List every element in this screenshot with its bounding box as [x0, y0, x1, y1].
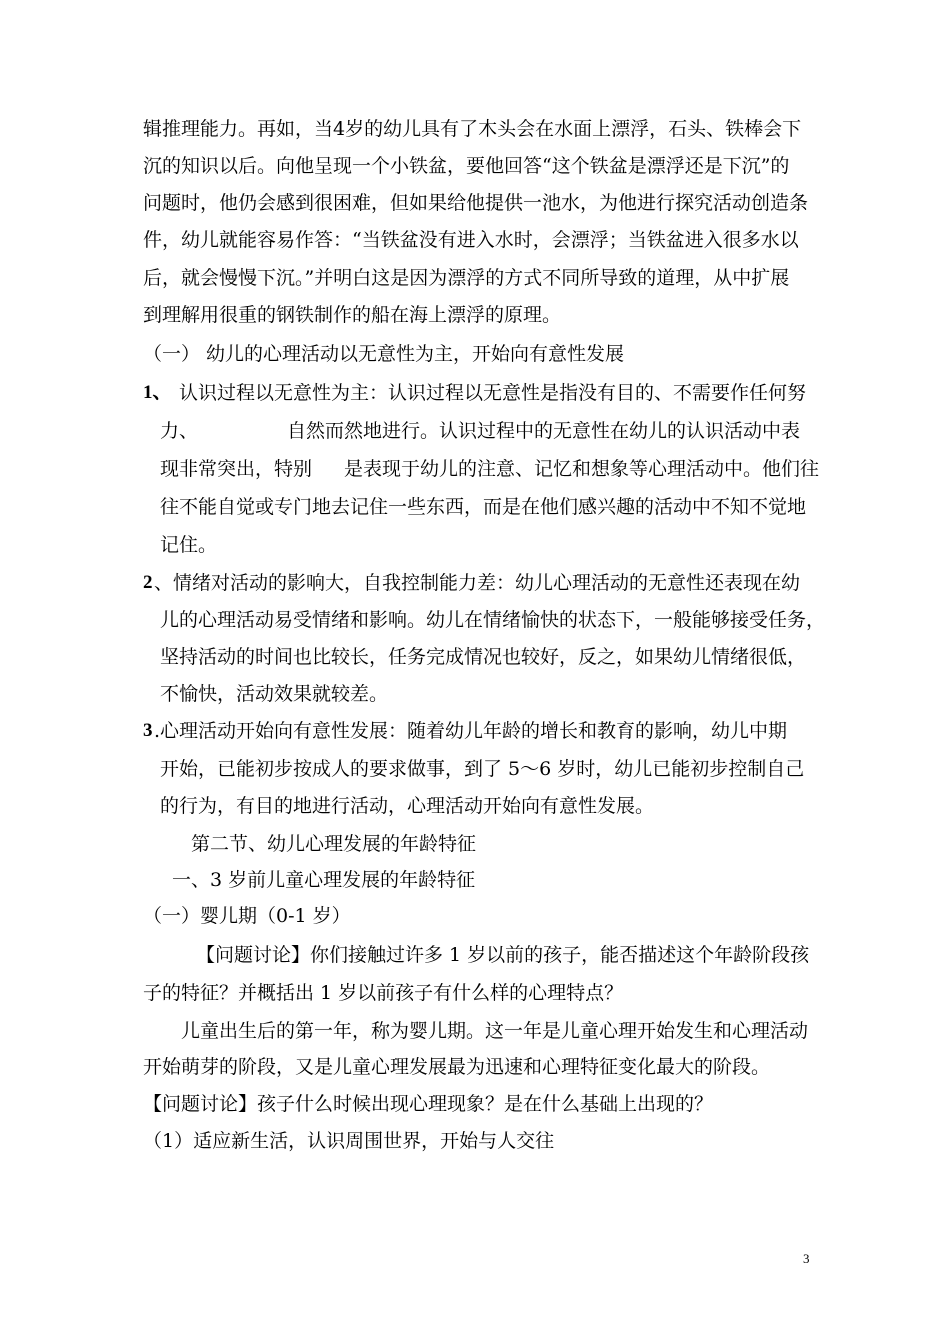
text-line: 沉的知识以后。向他呈现一个小铁盆，要他回答“这个铁盆是漂浮还是下沉”的 [143, 155, 790, 177]
item-1-line: 是表现于幼儿的注意、记忆和想象等心理活动中。他们往 [344, 458, 820, 480]
item-3-line: 开始，已能初步按成人的要求做事，到了 5～6 岁时，幼儿已能初步控制自己 [160, 758, 805, 780]
item-1-line: 往不能自觉或专门地去记住一些东西，而是在他们感兴趣的活动中不知不觉地 [160, 496, 807, 518]
item-1-line: 记住。 [160, 534, 218, 556]
infant-heading: （一）婴儿期（0-1 岁） [143, 905, 351, 927]
item-number-1: 1、 [143, 382, 172, 403]
item-2-line: 、情绪对活动的影响大，自我控制能力差：幼儿心理活动的无意性还表现在幼 [154, 572, 801, 594]
item-2-line: 不愉快，活动效果就较差。 [160, 683, 389, 705]
text-line: 到理解用很重的钢铁制作的船在海上漂浮的原理。 [143, 304, 562, 326]
discussion-question: 【问题讨论】孩子什么时候出现心理现象？是在什么基础上出现的？ [143, 1093, 714, 1115]
page-number: 3 [803, 1251, 810, 1266]
text-line: 辑推理能力。再如，当4岁的幼儿具有了木头会在水面上漂浮，石头、铁棒会下 [143, 118, 802, 140]
sub-title: 一、3 岁前儿童心理发展的年龄特征 [172, 869, 476, 891]
item-1-line: 自然而然地进行。认识过程中的无意性在幼儿的认识活动中表 [287, 420, 801, 442]
item-2-line: 坚持活动的时间也比较长，任务完成情况也较好，反之，如果幼儿情绪很低， [160, 646, 807, 668]
discussion-question: 子的特征？并概括出 1 岁以前孩子有什么样的心理特点？ [143, 982, 624, 1004]
paragraph-line: 开始萌芽的阶段，又是儿童心理发展最为迅速和心理特征变化最大的阶段。 [143, 1056, 771, 1078]
heading-1: （一） 幼儿的心理活动以无意性为主，开始向有意性发展 [143, 343, 625, 365]
text-line: 件，幼儿就能容易作答：“当铁盆没有进入水时，会漂浮；当铁盆进入很多水以 [143, 229, 799, 251]
item-number-2: 2 [143, 572, 153, 593]
section-title: 第二节、幼儿心理发展的年龄特征 [191, 833, 477, 855]
item-2-line: 儿的心理活动易受情绪和影响。幼儿在情绪愉快的状态下，一般能够接受任务， [160, 609, 826, 631]
item-3-line: 的行为，有目的地进行活动，心理活动开始向有意性发展。 [160, 795, 655, 817]
item-1-line: 现非常突出，特别 [160, 458, 313, 480]
paragraph-line: 儿童出生后的第一年，称为婴儿期。这一年是儿童心理开始发生和心理活动 [181, 1020, 809, 1042]
item-1-line: 力、 [160, 420, 199, 442]
discussion-question: 【问题讨论】你们接触过许多 1 岁以前的孩子，能否描述这个年龄阶段孩 [196, 944, 810, 966]
point-heading: （1）适应新生活，认识周围世界，开始与人交往 [143, 1130, 555, 1152]
text-line: 问题时，他仍会感到很困难，但如果给他提供一池水，为他进行探究活动创造条 [143, 192, 809, 214]
item-3-line: .心理活动开始向有意性发展：随着幼儿年龄的增长和教育的影响，幼儿中期 [154, 720, 788, 742]
item-1-line: 认识过程以无意性为主：认识过程以无意性是指没有目的、不需要作任何努 [179, 382, 807, 404]
item-number-3: 3 [143, 720, 153, 741]
text-line: 后，就会慢慢下沉。”并明白这是因为漂浮的方式不同所导致的道理，从中扩展 [143, 267, 790, 289]
